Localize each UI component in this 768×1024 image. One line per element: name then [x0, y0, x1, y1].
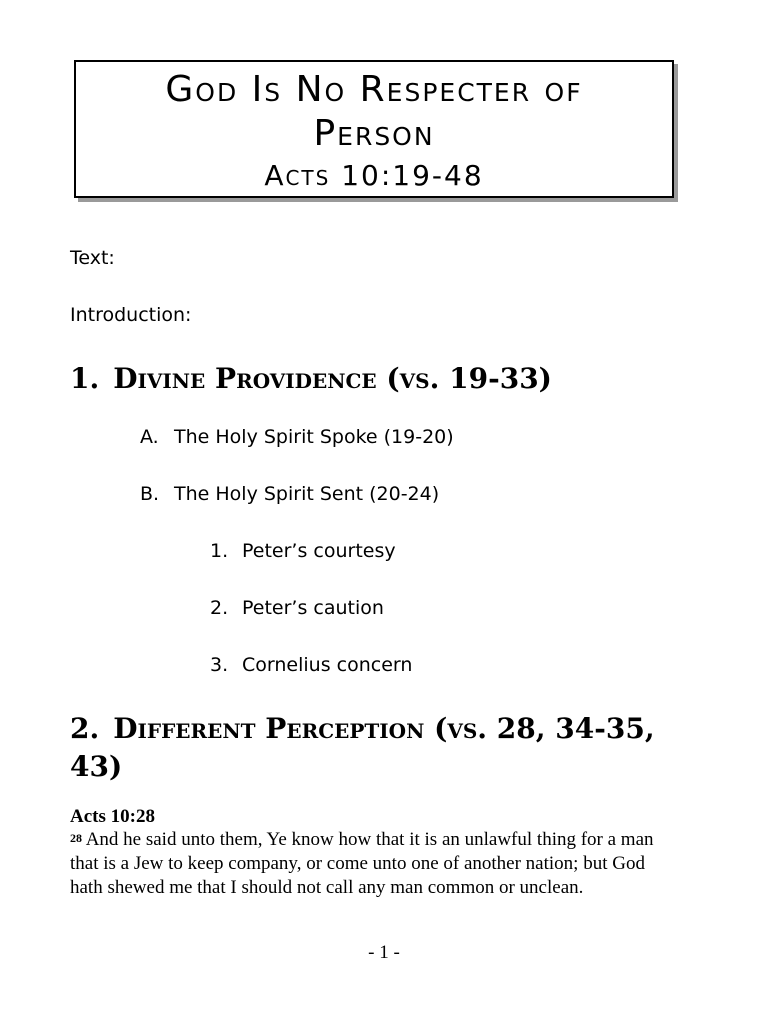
- verse-text: [70, 828, 680, 900]
- verse-reference: Acts 10:28: [70, 806, 155, 827]
- page-number: - 1 -: [368, 942, 400, 963]
- outline-subitem-3-text: Cornelius concern: [242, 654, 413, 676]
- section-2-number: 2.: [70, 712, 100, 745]
- verse-body: And he said unto them, Ye know how that it is an unlawful thing for a man that is a Jew to keep company, or come unto one of another nation; but God hath shewed me that I should not call any man common or unclean.: [70, 829, 654, 898]
- outline-subitem-3: [210, 654, 412, 676]
- document-title-line-2: Person: [313, 113, 435, 154]
- title-box: [74, 60, 674, 198]
- outline-subitem-2-text: Peter’s caution: [242, 597, 384, 619]
- outline-item-b: [140, 483, 439, 505]
- outline-subitem-1-marker: 1.: [210, 540, 229, 562]
- outline-subitem-2-marker: 2.: [210, 597, 229, 619]
- outline-subitem-1-text: Peter’s courtesy: [242, 540, 396, 562]
- outline-item-a-marker: A.: [140, 426, 159, 448]
- verse-number: 28: [70, 831, 82, 845]
- section-2-title: Different Perception (vs. 28, 34-35, 43): [70, 712, 655, 783]
- outline-item-a-text: The Holy Spirit Spoke (19-20): [174, 426, 454, 448]
- outline-item-a: [140, 426, 454, 448]
- outline-subitem-2: [210, 597, 384, 619]
- scripture-reference: Acts 10:19-48: [264, 159, 484, 192]
- document-title-line-1: God Is No Respecter of: [165, 69, 583, 110]
- outline-subitem-3-marker: 3.: [210, 654, 229, 676]
- outline-item-b-marker: B.: [140, 483, 160, 505]
- section-1-heading: [70, 360, 690, 398]
- outline-item-b-text: The Holy Spirit Sent (20-24): [174, 483, 440, 505]
- section-1-title: Divine Providence (vs. 19-33): [113, 362, 552, 395]
- section-1-number: 1.: [70, 362, 100, 395]
- section-2-heading: [70, 710, 690, 786]
- introduction-label: Introduction:: [70, 304, 192, 326]
- text-label: Text:: [70, 247, 115, 269]
- outline-subitem-1: [210, 540, 396, 562]
